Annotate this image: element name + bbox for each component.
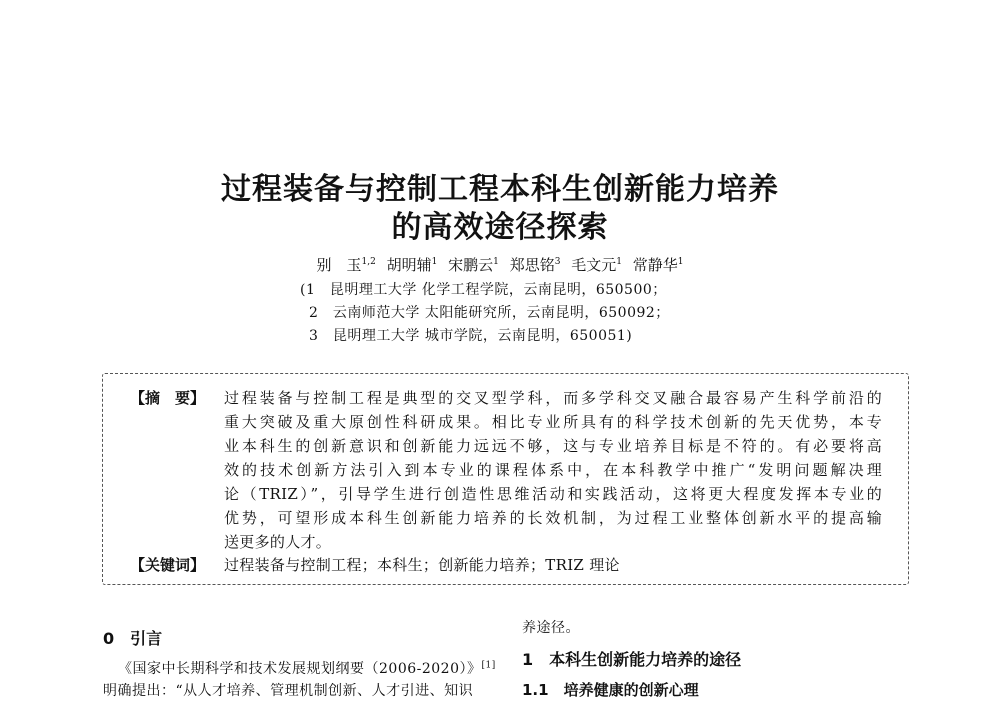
abstract-line: 优势，可望形成本科生创新能力培养的长效机制，为过程工业整体创新水平的提高输: [224, 509, 882, 527]
keywords-label: 【关键词】: [130, 556, 206, 574]
paper-title-line-1: 过程装备与控制工程本科生创新能力培养: [221, 172, 779, 207]
abstract-label: 【摘 要】: [130, 389, 206, 407]
abstract-line: 重大突破及重大原创性科研成果。相比专业所具有的科学技术创新的先天优势，本专: [224, 413, 882, 431]
abstract-line: 送更多的人才。: [224, 533, 332, 551]
intro-paragraph-line: 明确提出：“从人才培养、管理机制创新、人才引进、知识: [103, 683, 474, 699]
affiliation-1: (1 昆明理工大学 化学工程学院，云南昆明，650500；: [300, 282, 667, 298]
abstract-line: 论（TRIZ）”，引导学生进行创造性思维活动和实践活动，这将更大程度发挥本专业的: [224, 485, 882, 503]
abstract-line: 效的技术创新方法引入到本专业的课程体系中，在本科教学中推广“发明问题解决理: [224, 461, 882, 479]
section-heading-1: 1 本科生创新能力培养的途径: [522, 650, 742, 669]
paper-title-line-2: 的高效途径探索: [391, 210, 609, 245]
abstract-line: 过程装备与控制工程是典型的交叉型学科，而多学科交叉融合最容易产生科学前沿的: [224, 389, 882, 407]
affiliation-2: 2 云南师范大学 太阳能研究所，云南昆明，650092；: [309, 305, 670, 321]
section-heading-introduction: 0 引言: [103, 629, 163, 648]
author: 常静华$^1$: [632, 256, 684, 274]
intro-paragraph-line: 《国家中长期科学和技术发展规划纲要（2006-2020）》[1]: [118, 660, 496, 677]
author: 胡明辅$^1$: [386, 256, 438, 274]
keywords-text: 过程装备与控制工程；本科生；创新能力培养；TRIZ 理论: [224, 556, 620, 574]
subsection-heading-1-1: 1.1 培养健康的创新心理: [522, 681, 699, 699]
author: 郑思铭$^3$: [509, 256, 561, 274]
author-list: [0, 254, 1000, 275]
affiliation-3: 3 昆明理工大学 城市学院，云南昆明，650051): [309, 328, 633, 344]
author: 别 玉$^{1,2}$: [316, 256, 376, 274]
right-column-text: 养途径。: [522, 620, 580, 636]
author: 毛文元$^1$: [571, 256, 622, 274]
abstract-line: 业本科生的创新意识和创新能力远远不够，这与专业培养目标是不符的。有必要将高: [224, 437, 882, 455]
author: 宋鹏云$^1$: [448, 256, 499, 274]
